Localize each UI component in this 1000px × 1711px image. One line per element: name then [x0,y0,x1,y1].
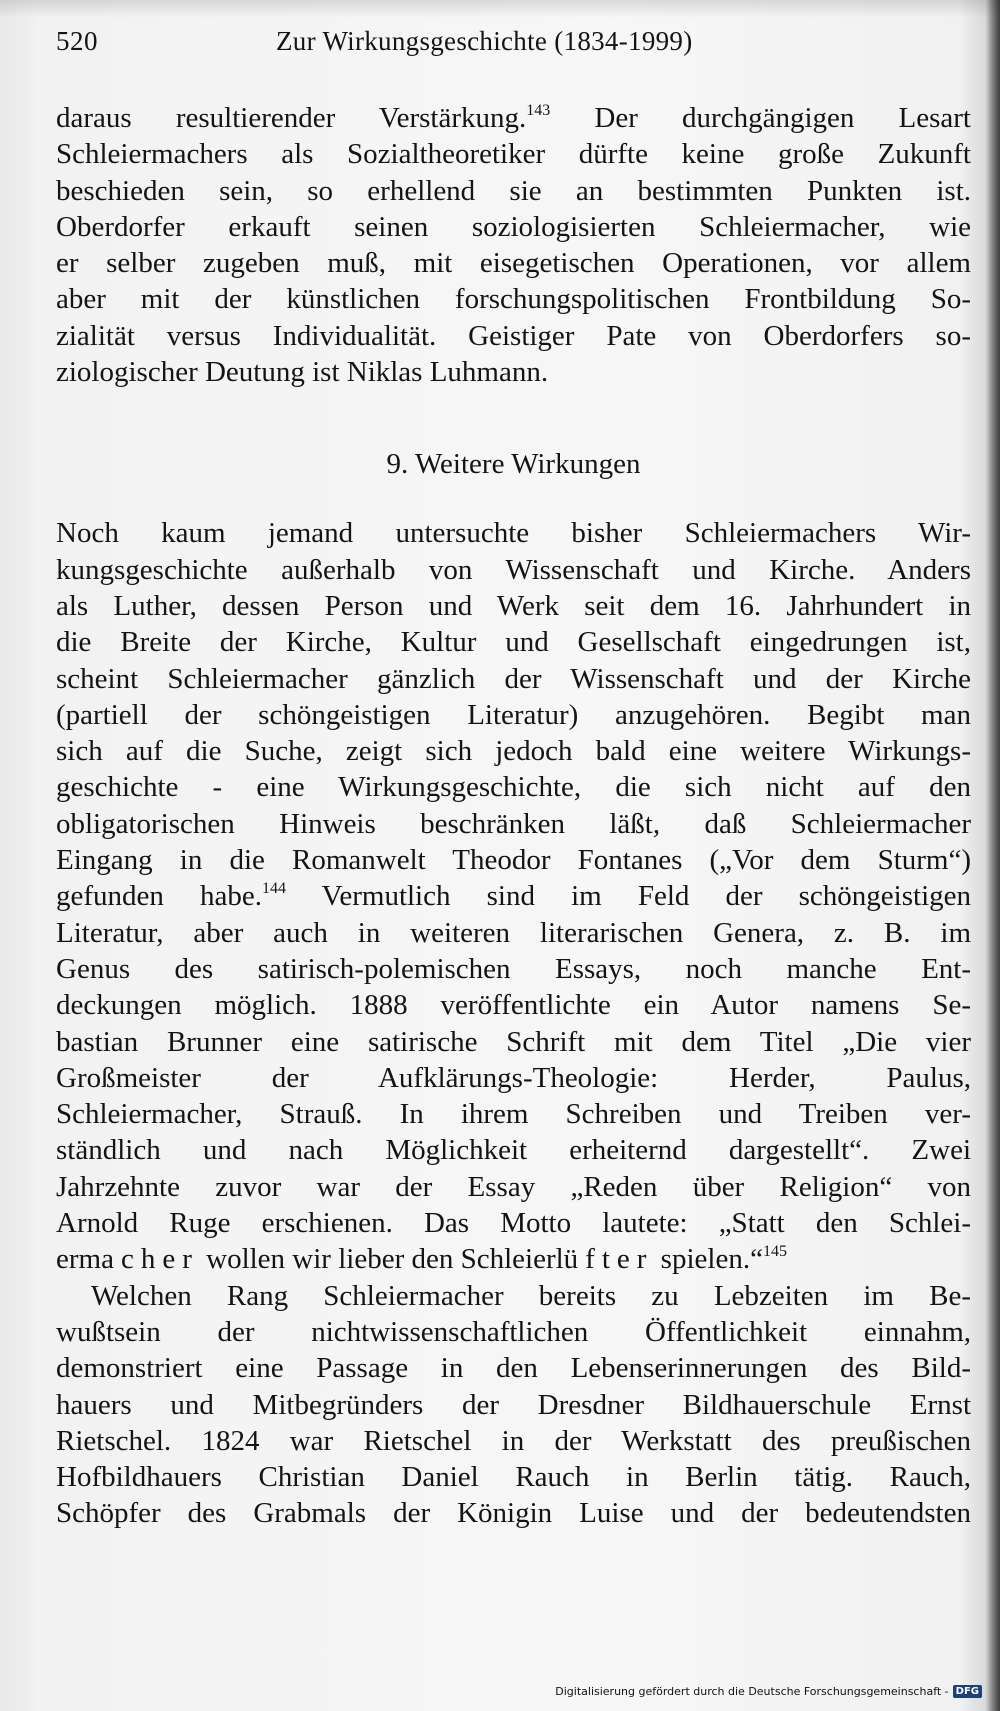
text-line: obligatorischen Hinweis beschränken läßt, daß Schleiermacher [56,807,971,840]
text-line: Großmeister der Aufklärungs-Theologie: Herder, Paulus, [56,1061,971,1094]
binding-shadow [986,0,1000,1711]
text-line: Literatur, aber auch in weiteren literarischen Genera, z. B. im [56,916,971,949]
text-line: daraus resultierender Verstärkung.$^{143}$ Der durchgängigen Lesart [56,102,971,134]
spaced-text: üfter [563,1243,654,1276]
page-number: 520 [56,26,98,56]
text-line: die Breite der Kirche, Kultur und Gesellschaft eingedrungen ist, [56,626,971,659]
dfg-logo-icon: DFG [953,1685,982,1698]
text-line: scheint Schleiermacher gänzlich der Wissenschaft und der Kirche [56,662,971,695]
footnote-ref: 144 [262,880,287,898]
text-line: Schleiermachers als Sozialtheoretiker dürfte keine große Zukunft [56,138,971,171]
text-line: gefunden habe.$^{144}$ Vermutlich sind im Feld der schöngeistigen [56,880,972,913]
text-line: sich auf die Suche, zeigt sich jedoch bald eine weitere Wirkungs- [56,735,971,768]
text-line: zialität versus Individualität. Geistiger Pate von Oberdorfers so- [56,319,971,352]
text-line: geschichte - eine Wirkungsgeschichte, die sich nicht auf den [56,771,971,804]
text-line: Jahrzehnte zuvor war der Essay „Reden über Religion“ von [56,1170,971,1203]
text-line: wußtsein der nichtwissenschaftlichen Öffentlichkeit einnahm, [56,1315,971,1348]
paragraph-1 [56,100,971,390]
text-line: Schöpfer des Grabmals der Königin Luise und der bedeutendsten [56,1497,971,1530]
text-line: beschieden sein, so erhellend sie an bestimmten Punkten ist. [56,174,971,207]
paragraph-2 [56,515,971,1277]
text-line: Welchen Rang Schleiermacher bereits zu Lebzeiten im Be- [91,1279,971,1312]
text-line: Schleiermacher, Strauß. In ihrem Schreiben und Treiben ver- [56,1098,971,1131]
text-line: ständlich und nach Möglichkeit erheiternd dargestellt“. Zwei [56,1134,971,1167]
text-line: kungsgeschichte außerhalb von Wissenschaft und Kirche. Anders [56,553,971,586]
text-line: als Luther, dessen Person und Werk seit dem 16. Jahrhundert in [56,589,971,622]
footer-credit: Digitalisierung gefördert durch die Deutsche Forschungsgemeinschaft - [555,1684,949,1698]
text-line: aber mit der künstlichen forschungspolitischen Frontbildung So- [56,283,971,316]
text-line: (partiell der schöngeistigen Literatur) anzugehören. Begibt man [56,698,971,731]
text-line: ziologischer Deutung ist Niklas Luhmann. [56,356,549,389]
footnote-ref: 143 [526,102,551,119]
text-line: Oberdorfer erkauft seinen soziologisierten Schleiermacher, wie [56,210,971,243]
text-line: demonstriert eine Passage in den Lebenserinnerungen des Bild- [56,1352,971,1385]
text-line: Noch kaum jemand untersuchte bisher Schleiermachers Wir- [56,517,971,550]
text-line: Eingang in die Romanwelt Theodor Fontanes („Vor dem Sturm“) [56,844,971,877]
text-line: Arnold Ruge erschienen. Das Motto lautete: „Statt den Schlei- [56,1207,971,1240]
digitization-footer [555,1681,982,1701]
text-line: Genus des satirisch-polemischen Essays, noch manche Ent- [56,952,971,985]
text-line: ermacher wollen wir lieber den Schleierlüfter spielen.“$^{145}$ [56,1243,787,1276]
running-title: Zur Wirkungsgeschichte (1834-1999) [276,26,693,56]
spaced-text: acher [101,1243,199,1276]
running-head [56,26,976,66]
text-line: er selber zugeben muß, mit eisegetischen Operationen, vor allem [56,247,971,280]
section-heading: 9. Weitere Wirkungen [386,448,641,481]
paragraph-3 [56,1278,971,1532]
footnote-ref: 145 [762,1243,787,1261]
text-line: bastian Brunner eine satirische Schrift mit dem Titel „Die vier [56,1025,971,1058]
text-line: Rietschel. 1824 war Rietschel in der Werkstatt des preußischen [56,1424,971,1457]
body-text [56,100,971,1532]
text-line: hauers und Mitbegründers der Dresdner Bildhauerschule Ernst [56,1388,971,1421]
text-line: Hofbildhauers Christian Daniel Rauch in Berlin tätig. Rauch, [56,1461,971,1494]
top-shadow [0,0,1000,18]
text-line: deckungen möglich. 1888 veröffentlichte ein Autor namens Se- [56,989,971,1022]
